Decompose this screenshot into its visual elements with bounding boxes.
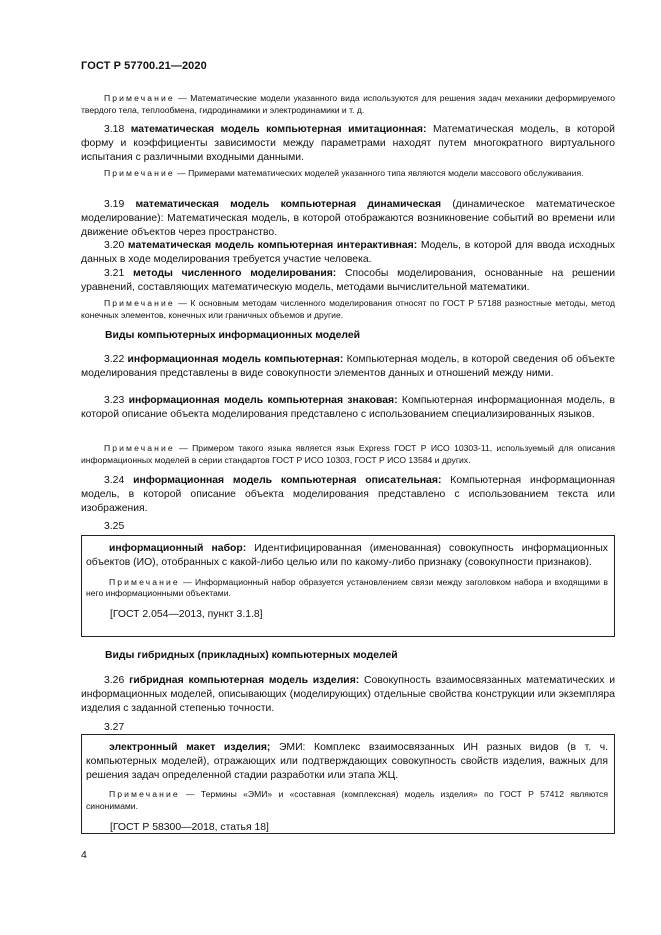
page-number: 4: [81, 850, 87, 861]
note-3: Примечание — К основным методам численного моделирования относят по ГОСТ Р 57188 разностные методы, метод конечных элементов, конечных или граничных объемов и другие.: [81, 298, 615, 320]
term-name: информационный набор:: [109, 543, 247, 554]
note-label: Примечание: [104, 93, 175, 103]
term-definition: Математическая модель, в которой форму и коэффициенты зависимости между параметрами находят путем многократного виртуального испытания с различными входными данными.: [81, 124, 615, 163]
term-definition: ЭМИ: Комплекс взаимосвязанных ИН разных видов (в т. ч. компьютерных моделей), отражающих или подтверждающих совокупность свойств изделия, важных для решения задач определенной стадии разработки или этапа ЖЦ.: [86, 742, 608, 781]
term-definition: (динамическое математическое моделирование): Математическая модель, в которой отображаются возникновение событий во времени или движение объектов через пространство.: [81, 199, 616, 238]
term-name: информационная модель компьютерная знаковая:: [128, 395, 398, 406]
term-name: математическая модель компьютерная динамическая: [135, 199, 442, 210]
term-number: 3.24: [104, 475, 125, 486]
note-label: Примечание: [109, 576, 180, 587]
term-number: 3.20: [104, 240, 125, 251]
note-text: К основным методам численного моделирования относят по ГОСТ Р 57188 разностные методы, метод конечных элементов, конечных или граничных объемов и другие.: [81, 298, 615, 320]
note-label: Примечание: [109, 789, 180, 800]
term-3-26: [81, 674, 615, 715]
term-name: математическая модель компьютерная имитационная:: [130, 124, 427, 135]
term-name: информационная модель компьютерная описательная:: [133, 475, 442, 486]
note-text: Информационный набор образуется установлением связи между заголовком набора и входящими в него информационными объектами.: [86, 576, 608, 599]
term-3-18: [81, 123, 615, 164]
term-3-25-number: [81, 516, 615, 534]
term-3-27-number: [81, 717, 615, 735]
note-4: Примечание — Примером такого языка является язык Express ГОСТ Р ИСО 10303-11, используемый для описания информационных моделей в серии стандартов ГОСТ Р ИСО 10303, ГОСТ Р ИСО 13584 и других.: [81, 443, 615, 465]
term-3-25-box: информационный набор: Идентифицированная (именованная) совокупность информационных объектов (ИО), отобранных с какой-либо целью или по какому-либо признаку (совокупности признаков). Примечание — Информационный набор образуется установлением связи между заголовком набора и входящими в него информационными объектами. [ГОСТ 2.054—2013, пункт 3.1.8]: [81, 535, 615, 637]
term-3-27-box: электронный макет изделия; ЭМИ: Комплекс взаимосвязанных ИН разных видов (в т. ч. компьютерных моделей), отражающих или подтверждающих совокупность свойств изделия, важных для решения задач определенной стадии разработки или этапа ЖЦ. Примечание — Термины «ЭМИ» и «составная (комплексная) модель изделия» по ГОСТ Р 57412 являются синонимами. [ГОСТ Р 58300—2018, статья 18]: [81, 734, 615, 834]
note-text: Примерами математических моделей указанного типа являются модели массового обслуживания.: [188, 168, 584, 178]
term-definition: Компьютерная информационная модель, в которой описание объекта моделирования представлено с использованием текста или изображения.: [81, 475, 616, 514]
term-number: 3.18: [104, 124, 125, 135]
term-definition: Компьютерная информационная модель, в которой описание объекта моделирования представлено с использованием специализированных языков.: [81, 395, 615, 420]
term-3-24: [81, 474, 615, 515]
term-definition: Компьютерная модель, в которой сведения об объекте моделирования представлены в виде совокупности элементов данных и отношений между ними.: [81, 354, 615, 379]
term-number: 3.22: [104, 354, 125, 365]
term-number: 3.21: [104, 268, 125, 279]
term-3-21: [81, 267, 615, 295]
term-definition: Модель, в которой для ввода исходных данных в ходе моделирования требуется участие человека.: [81, 240, 615, 265]
note-label: Примечание: [104, 168, 175, 178]
term-name: информационная модель компьютерная:: [127, 354, 344, 365]
note-text: Примером такого языка является язык Express ГОСТ Р ИСО 10303-11, используемый для описания информационных моделей в серии стандартов ГОСТ Р ИСО 10303, ГОСТ Р ИСО 13584 и других.: [81, 443, 615, 465]
page-header: ГОСТ Р 57700.21—2020: [81, 60, 207, 72]
term-definition: Способы моделирования, основанные на решении уравнений, составляющих математическую модель, методами вычислительной математики.: [81, 268, 616, 293]
term-3-23: [81, 394, 615, 422]
term-definition: Совокупность взаимосвязанных математических и информационных моделей, описывающих (моделирующих) отдельные свойства конструкции или экземпляра изделия с заданной степенью точности.: [81, 675, 616, 714]
term-number: 3.23: [104, 395, 125, 406]
term-3-20: [81, 239, 615, 267]
term-name: математическая модель компьютерная интерактивная:: [127, 240, 418, 251]
note-text: Термины «ЭМИ» и «составная (комплексная) модель изделия» по ГОСТ Р 57412 являются синонимами.: [86, 789, 608, 812]
term-name: электронный макет изделия;: [109, 742, 271, 753]
note-text: Математические модели указанного вида используются для решения задач механики деформируемого твердого тела, теплообмена, гидродинамики и электродинамики и т. д.: [81, 93, 615, 115]
note-label: Примечание: [104, 298, 175, 308]
term-source: [ГОСТ Р 58300—2018, статья 18]: [110, 821, 269, 833]
term-source: [ГОСТ 2.054—2013, пункт 3.1.8]: [110, 609, 263, 621]
note-2: Примечание — Примерами математических моделей указанного типа являются модели массового обслуживания.: [104, 168, 584, 178]
term-3-22: [81, 353, 615, 381]
term-name: гибридная компьютерная модель изделия:: [129, 675, 360, 686]
note-1: Примечание — Математические модели указанного вида используются для решения задач механики деформируемого твердого тела, теплообмена, гидродинамики и электродинамики и т. д.: [81, 93, 615, 115]
note-label: Примечание: [104, 443, 175, 453]
section-heading-information-models: Виды компьютерных информационных моделей: [105, 330, 360, 341]
term-name: методы численного моделирования:: [132, 268, 337, 279]
term-number: 3.19: [104, 199, 125, 210]
term-number: 3.27: [104, 722, 125, 733]
term-number: 3.26: [104, 675, 125, 686]
term-3-19: [81, 198, 615, 239]
term-number: 3.25: [104, 521, 125, 532]
term-definition: Идентифицированная (именованная) совокупность информационных объектов (ИО), отобранных с какой-либо целью или по какому-либо признаку (совокупности признаков).: [86, 543, 609, 568]
section-heading-hybrid-models: Виды гибридных (прикладных) компьютерных моделей: [105, 650, 398, 661]
